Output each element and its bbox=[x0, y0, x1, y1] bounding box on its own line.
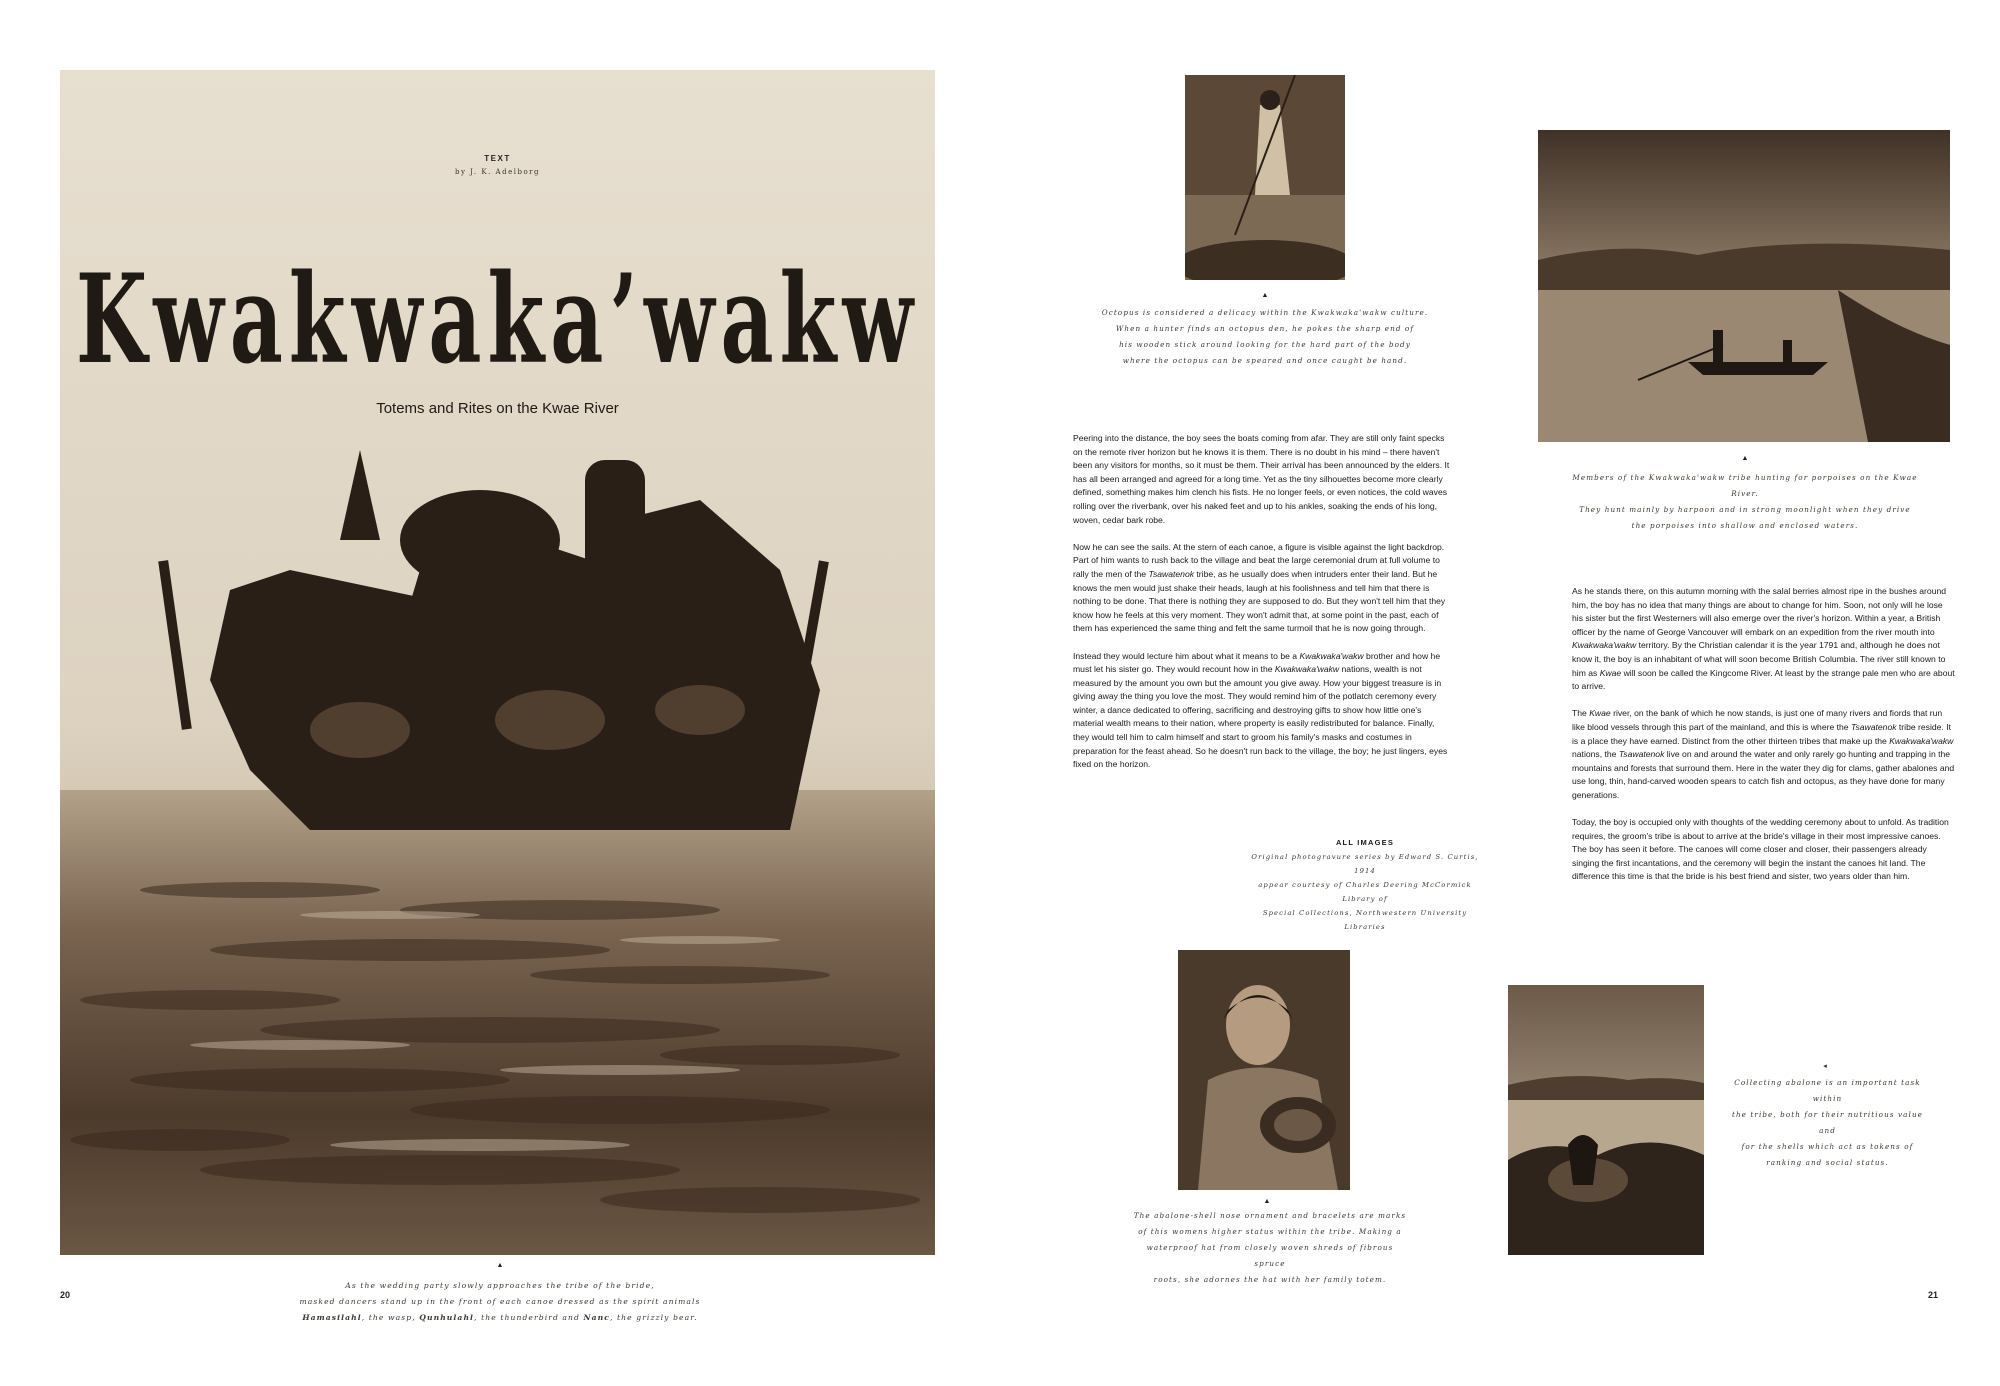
article-text: Now he can see the sails. At the stern of each canoe, a figure is visible against the light backdrop. Part of him wants to rush back to the village and beat the large ceremonial drum at full volume to rally the men of the bbox=[1073, 541, 1445, 579]
hero-caption-line-1: As the wedding party slowly approaches the tribe of the bride, bbox=[345, 1281, 655, 1290]
abalone-caption-line: for the shells which act as tokens of bbox=[1741, 1142, 1914, 1151]
woman-caption-line: The abalone-shell nose ornament and bracelets are marks bbox=[1133, 1211, 1407, 1220]
article-text: The bbox=[1572, 708, 1590, 719]
hero-title: Kwakwaka’wakw bbox=[75, 248, 920, 392]
porpoise-caption-line: Members of the Kwakwaka'wakw tribe hunting for porpoises on the Kwae River. bbox=[1572, 473, 1918, 498]
hero-byline: by J. K. Adelborg bbox=[455, 168, 540, 176]
abalone-caption-line: the tribe, both for their nutritious value and bbox=[1731, 1110, 1924, 1135]
woman-caption bbox=[1130, 1208, 1410, 1288]
hero-text-label: TEXT bbox=[484, 154, 511, 163]
image-credits bbox=[1250, 838, 1480, 934]
article-text: As he stands there, on this autumn morning with the salal berries almost ripe in the bushes around him, the boy has no idea that many things are about to change for him. Soon, not only will he lose his sister but the first Westerners will also emerge over the river's horizon. Within a year, a British officer by the name of George Vancouver will embark on an expedition from the river mouth into bbox=[1572, 586, 1947, 637]
octopus-caption-marker: ▲ bbox=[1261, 292, 1269, 299]
article-paragraph-4 bbox=[1572, 585, 1955, 694]
woman-caption-line: waterproof hat from closely woven shreds of fibrous spruce bbox=[1146, 1243, 1394, 1268]
porpoise-hunt-photo bbox=[1538, 130, 1950, 442]
article-italic: Tsawatenok bbox=[1148, 568, 1195, 579]
hero-caption-text: , the grizzly bear. bbox=[609, 1313, 698, 1322]
hero-caption-name-thunderbird: Qunhulahl bbox=[419, 1313, 475, 1322]
article-text: nations, wealth is not measured by the amount you own but the amount you give away. How your biggest treasure is in giving away the thing you love the most. They would remind him of the potlatch ceremony every winter, a dance dedicated to offering, sacrificing and destroying gifts to show how little one's material wealth means to their nation, where property is easily redistributed for balance. Finally, they would tell him to calm himself and start to groom his family's masks and costumes in preparation for the feast ahead. So he doesn't run back to the village, the boy; he just lingers, eyes fixed on the horizon. bbox=[1073, 664, 1448, 770]
article-italic: Kwae bbox=[1599, 667, 1622, 678]
article-text: river, on the bank of which he now stands, is just one of many rivers and fiords that run like blood vessels through this part of the mainland, and this is where the bbox=[1572, 708, 1943, 732]
article-italic: Kwae bbox=[1589, 708, 1611, 719]
hero-caption-marker: ▲ bbox=[496, 1262, 504, 1269]
article-text: territory. By the Christian calendar it is the year 1791 and, although he does not know it, the boy is an inhabitant of what will soon become British Columbia. The river still known to him as bbox=[1572, 640, 1946, 678]
image-credits-line: Special Collections, Northwestern University Libraries bbox=[1262, 909, 1468, 931]
octopus-caption-line: Octopus is considered a delicacy within the Kwakwaka'wakw culture. bbox=[1101, 308, 1429, 317]
hero-caption-text: , the thunderbird and bbox=[474, 1313, 584, 1322]
article-text: nations, the bbox=[1572, 749, 1619, 760]
article-text: will soon be called the Kingcome River. At least by the strange pale men who are about to arrive. bbox=[1572, 667, 1955, 692]
octopus-caption-line: his wooden stick around looking for the hard part of the body bbox=[1119, 340, 1411, 349]
porpoise-caption bbox=[1560, 470, 1930, 534]
woman-portrait-photograph bbox=[1178, 950, 1350, 1190]
octopus-caption bbox=[1100, 305, 1430, 369]
article-italic: Tsawatenok bbox=[1618, 749, 1665, 760]
article-text: tribe reside. It is a place they have earned. Distinct from the other thirteen tribes that make up the bbox=[1572, 721, 1951, 746]
hero-caption-name-bear: Nanc bbox=[583, 1313, 610, 1322]
octopus-caption-line: When a hunter finds an octopus den, he pokes the sharp end of bbox=[1115, 324, 1415, 333]
article-italic: Tsawatenok bbox=[1850, 721, 1897, 732]
page-number-left: 20 bbox=[60, 1290, 71, 1300]
hero-caption bbox=[250, 1278, 750, 1326]
article-italic: Kwakwaka'wakw bbox=[1274, 664, 1340, 675]
hero-caption-line-2: masked dancers stand up in the front of each canoe dressed as the spirit animals bbox=[299, 1297, 701, 1306]
hero-caption-name-wasp: Hamasilahl bbox=[302, 1313, 362, 1322]
abalone-caption-marker: ◂ bbox=[1823, 1063, 1827, 1070]
porpoise-caption-marker: ▲ bbox=[1741, 455, 1749, 462]
porpoise-caption-line: They hunt mainly by harpoon and in strong moonlight when they drive bbox=[1579, 505, 1911, 514]
article-italic: Kwakwaka'wakw bbox=[1299, 650, 1364, 661]
article-paragraph-3 bbox=[1073, 650, 1453, 772]
woman-caption-line: roots, she adornes the hat with her family totem. bbox=[1153, 1275, 1387, 1284]
article-column-left bbox=[1073, 432, 1453, 785]
abalone-photograph bbox=[1508, 985, 1704, 1255]
hero-subtitle: Totems and Rites on the Kwae River bbox=[376, 400, 619, 417]
article-paragraph-5 bbox=[1572, 707, 1955, 802]
article-paragraph-6: Today, the boy is occupied only with thoughts of the wedding ceremony about to unfold. As tradition requires, the groom's tribe is about to arrive at the bride's village in their most impressive canoes. The boy has seen it before. The canoes will come closer and closer, their passengers already singing the first incantations, and the ceremony will begin the instant the canoes hit land. The difference this time is that the bride is his best friend and sister, two years older than him. bbox=[1572, 817, 1949, 882]
hero-caption-line-3 bbox=[250, 1310, 750, 1326]
article-text: tribe, as he usually does when intruders enter their land. But he knows the men would just shake their heads, laugh at his foolishness and tell him that there is nothing to be done. That there is nothing they are supposed to do. But they won't tell him that they know how he feels at this very moment. They won't admit that, at some point in the past, each of them has experienced the same thing and felt the same turmoil that he is now going through. bbox=[1073, 568, 1446, 634]
porpoise-caption-line: the porpoises into shallow and enclosed waters. bbox=[1631, 521, 1859, 530]
image-credits-heading: ALL IMAGES bbox=[1335, 838, 1395, 847]
article-text: Instead they would lecture him about what it means to be a bbox=[1073, 650, 1300, 661]
article-paragraph-1: Peering into the distance, the boy sees the boats coming from afar. They are still only faint specks on the remote river horizon but he knows it is them. There is no doubt in his mind – there haven't been any visitors for months, so it must be them. Their arrival has been announced by the elders. It has all been arranged and agreed for a long time. Yet as the tiny silhouettes become more clearly defined, something makes him clench his fists. He no longer feels, or even notices, the cold waves rolling over the riverbank, over his naked feet and up to his ankles, soaking the ends of his long, woven, cedar bark robe. bbox=[1073, 433, 1450, 525]
article-text: live on and around the water and only rarely go hunting and trapping in the mountains and forests that surround them. Here in the water they dig for clams, gather abalones and use long, thin, hand-carved wooden spears to catch fish and octopus, as they have done for many generations. bbox=[1572, 749, 1955, 800]
image-credits-line: Original photogravure series by Edward S. Curtis, 1914 bbox=[1251, 853, 1479, 875]
article-column-right bbox=[1572, 585, 1955, 898]
porpoise-hunt-photograph bbox=[1538, 130, 1950, 442]
article-italic: Kwakwaka'wakw bbox=[1572, 640, 1637, 651]
page-number-right: 21 bbox=[1928, 1290, 1939, 1300]
abalone-caption-line: Collecting abalone is an important task within bbox=[1734, 1078, 1921, 1103]
hero-photo bbox=[60, 70, 935, 1255]
abalone-caption-line: ranking and social status. bbox=[1766, 1158, 1889, 1167]
woman-caption-marker: ▲ bbox=[1263, 1198, 1271, 1205]
abalone-caption bbox=[1725, 1075, 1930, 1171]
octopus-caption-line: where the octopus can be speared and once caught be hand. bbox=[1122, 356, 1408, 365]
woman-caption-line: of this womens higher status within the tribe. Making a bbox=[1138, 1227, 1402, 1236]
octopus-photograph bbox=[1185, 75, 1345, 280]
article-paragraph-2 bbox=[1073, 541, 1453, 636]
abalone-photo bbox=[1508, 985, 1704, 1255]
octopus-photo bbox=[1185, 75, 1345, 280]
hero-caption-text: , the wasp, bbox=[361, 1313, 420, 1322]
woman-portrait-photo bbox=[1178, 950, 1350, 1190]
article-italic: Kwakwaka'wakw bbox=[1889, 735, 1954, 746]
image-credits-line: appear courtesy of Charles Deering McCormick Library of bbox=[1258, 881, 1472, 903]
article-text: brother and how he must let his sister go. They would recount how in the bbox=[1073, 650, 1441, 675]
